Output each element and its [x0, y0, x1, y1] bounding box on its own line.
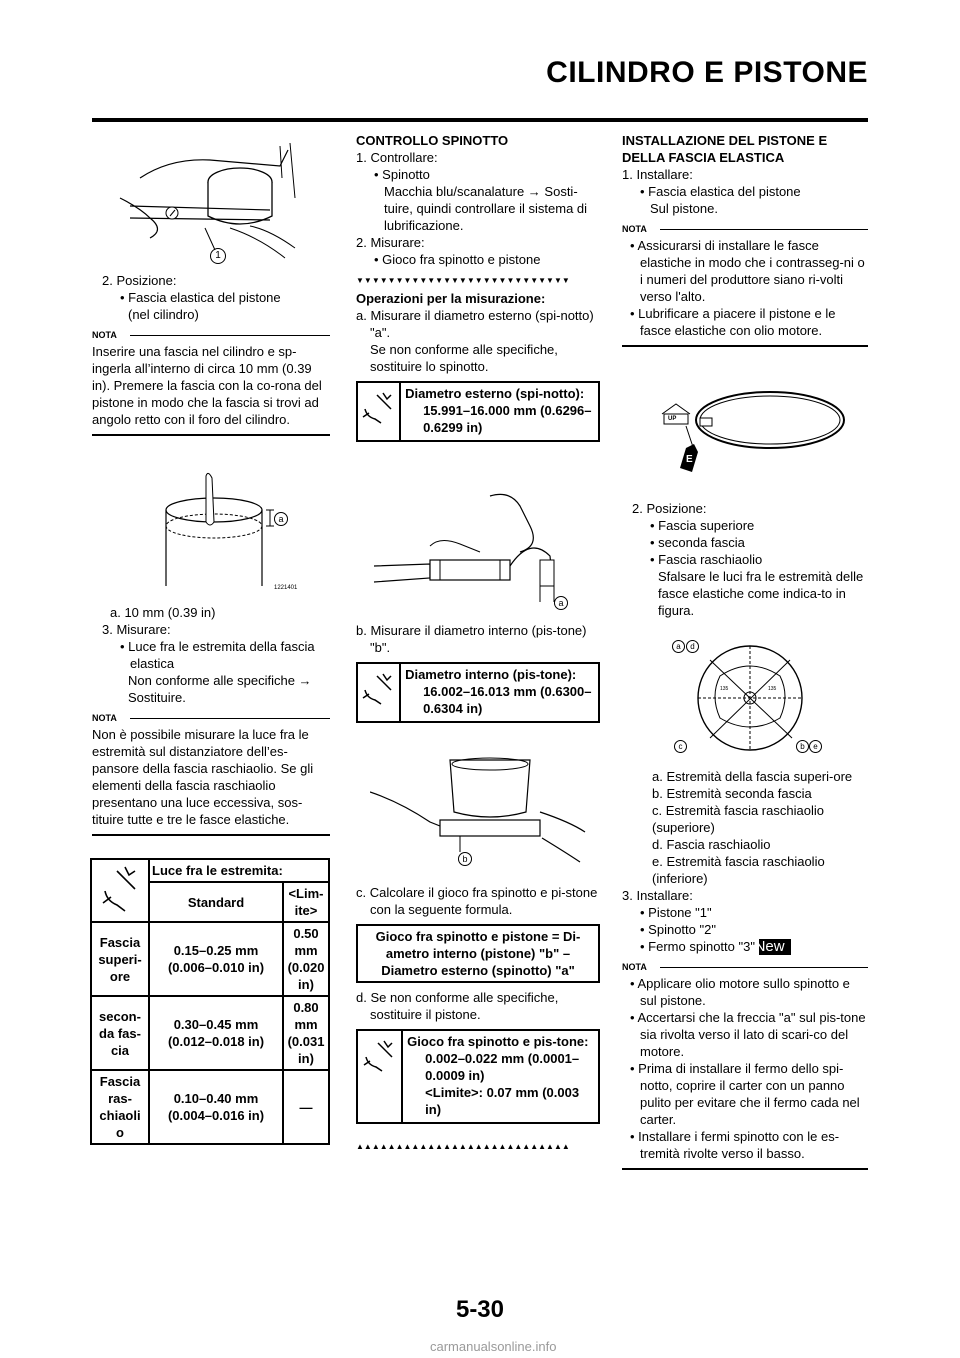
install-step-1-bullet: • Fascia elastica del pistone	[640, 184, 801, 199]
proc-step-d: d. Se non conforme alle specifiche, sostituire il pistone.	[356, 990, 559, 1022]
table-row: Fascia ras-chiaoli o 0.10–0.40 mm (0.004–0.016 in) —	[91, 1070, 329, 1144]
wrench-gauge-icon	[360, 1037, 400, 1073]
ring-gap-position-figure	[150, 468, 320, 598]
nota-4-end-rule	[622, 1168, 868, 1170]
install-step-1-sub: Sul pistone.	[650, 201, 718, 216]
nota-label: NOTA	[622, 224, 647, 234]
angle-label-left: 135	[720, 686, 729, 692]
spec-box-value: 16.002–16.013 mm (0.6300–0.6304 in)	[423, 684, 592, 716]
nota-2-header	[92, 712, 330, 726]
column-1-lower	[92, 604, 330, 836]
spec-box-limit: <Limite>: 0.07 mm (0.003 in)	[425, 1085, 580, 1117]
ring-in-cylinder-figure	[110, 138, 310, 268]
figure-callout-b: b	[458, 852, 472, 866]
footer-watermark: carmanualsonline.info	[430, 1339, 557, 1354]
page-number: 5-30	[455, 1296, 505, 1323]
install-step-2-bullet-2: • seconda fascia	[650, 535, 745, 550]
figure-callout-a: a	[554, 596, 568, 610]
step-2: 2. Posizione:	[102, 273, 177, 288]
spec-box-title: Diametro interno (pis-tone):	[405, 667, 577, 682]
procedure-heading: Operazioni per la misurazione:	[356, 291, 546, 306]
spec-icon-cell	[91, 859, 149, 922]
spec-table-title: Luce fra le estremita:	[149, 859, 329, 882]
nota-4-bullet-3: • Prima di installare il fermo dello spi-notto, coprire il carter con un panno pulito per evitare che il fermo cada nel carter.	[630, 1061, 860, 1127]
wrench-gauge-icon	[95, 861, 145, 917]
column-1	[92, 272, 330, 436]
nota-label: NOTA	[92, 330, 117, 340]
figure-callout-1: 1	[210, 248, 226, 264]
step-3-bullet-text: Luce fra le estremita della fascia elastica	[128, 639, 315, 671]
step-2-bullet: • Fascia elastica del pistone	[120, 290, 281, 305]
pin-step-1-sub: Macchia blu/scanalature → Sosti-tuire, quindi controllare il sistema di lubrificazione.	[384, 184, 588, 233]
piston-bore-gauge-figure	[370, 752, 590, 870]
wrench-gauge-icon	[359, 389, 399, 425]
install-step-3-bullet-2: • Spinotto "2"	[640, 922, 716, 937]
figure-callout-e: e	[809, 740, 822, 753]
figure-callout-b: b	[796, 740, 809, 753]
nota-2-text: Non è possibile misurare la luce fra le estremità sul distanziatore dell’es-pansore della fascia raschiaolio. Se gli elementi della fascia raschiaolio presentano una luce eccessiva, sos-tituire tutte e tre le fasce elastiche.	[92, 727, 314, 827]
install-step-2: 2. Posizione:	[632, 501, 707, 516]
procedure-end-marker: ▲▲▲▲▲▲▲▲▲▲▲▲▲▲▲▲▲▲▲▲▲▲▲▲▲▲▲	[356, 1142, 570, 1151]
column-2	[356, 132, 600, 442]
pin-step-2-bullet: • Gioco fra spinotto e pistone	[374, 252, 541, 267]
nota-4-bullet-1: • Applicare olio motore sullo spinotto e sul pistone.	[630, 976, 850, 1008]
step-3-sub1: Non conforme alle specifiche →	[128, 673, 312, 688]
spec-box-title: Gioco fra spinotto e pis-tone:	[407, 1034, 589, 1049]
nota-1-header	[92, 329, 330, 343]
nota-label: NOTA	[622, 962, 647, 972]
proc-step-a: a. Misurare il diametro esterno (spi-notto) "a".	[356, 308, 594, 340]
spec-box-clearance	[356, 1029, 600, 1124]
ring-gap-spec-table	[90, 858, 330, 1145]
pin-step-1-bullet: • Spinotto	[374, 167, 430, 182]
spec-header-limit: <Lim-ite>	[283, 882, 329, 922]
nota-4-bullet-4: • Installare i fermi spinotto con le es-tremità rivolte verso il basso.	[630, 1129, 840, 1161]
section-heading-pin-check: CONTROLLO SPINOTTO	[356, 133, 509, 148]
wrench-gauge-icon	[359, 670, 399, 706]
pin-step-2: 2. Misurare:	[356, 235, 425, 250]
section-heading-install: INSTALLAZIONE DEL PISTONE E DELLA FASCIA ELASTICA	[622, 133, 828, 165]
install-step-2-bullet-3: • Fascia raschiaolio	[650, 552, 763, 567]
ring-gap-layout-figure	[676, 636, 820, 756]
nota-4-bullet-2: • Accertarsi che la freccia "a" sul pis-tone sia rivolta verso il lato di scari-co del motore.	[630, 1010, 866, 1059]
up-mark-label: UP	[668, 416, 677, 422]
step-3: 3. Misurare:	[102, 622, 171, 637]
install-step-2-sub: Sfalsare le luci fra le estremità delle fasce elastiche come indica-to in figura.	[658, 569, 864, 618]
table-row: secon-da fas-cia 0.30–0.45 mm (0.012–0.018 in) 0.80 mm (0.031 in)	[91, 996, 329, 1070]
column-3	[622, 132, 868, 347]
column-3-mid	[622, 500, 868, 619]
install-step-2-bullet-1: • Fascia superiore	[650, 518, 755, 533]
step-2-bullet-sub: (nel cilindro)	[128, 307, 199, 322]
column-2-mid	[356, 622, 600, 723]
nota-3-bullet-2: • Lubrificare a piacere il pistone e le fasce elastiche con olio motore.	[630, 306, 836, 338]
step-3-bullet: • Luce fra le estremita della fascia elastica	[120, 639, 315, 671]
proc-step-a-sub: Se non conforme alle specifiche, sostituire lo spinotto.	[370, 342, 558, 374]
install-step-3: 3. Installare:	[622, 888, 693, 903]
spec-header-standard: Standard	[149, 882, 283, 922]
spec-box-value: 15.991–16.000 mm (0.6296–0.6299 in)	[423, 403, 592, 435]
column-2-lower	[356, 884, 600, 1152]
piston-ring-figure	[650, 386, 850, 482]
legend-c: c. Estremità fascia raschiaolio (superiore)	[652, 803, 824, 835]
install-step-1: 1. Installare:	[622, 167, 693, 182]
legend-a: a. Estremità della fascia superi-ore	[652, 769, 853, 784]
step-3-sub2: Sostituire.	[128, 690, 186, 705]
header-rule	[92, 118, 868, 122]
figure-callout-d: d	[686, 640, 699, 653]
spec-box-piston-id	[356, 662, 600, 723]
engine-oil-icon-label: E	[686, 454, 693, 465]
figure-callout-a: a	[672, 640, 685, 653]
new-part-badge: New	[759, 939, 791, 955]
nota-label: NOTA	[92, 713, 117, 723]
page-title: CILINDRO E PISTONE	[546, 56, 868, 89]
figure-callout-a: a	[274, 512, 288, 526]
proc-step-b: b. Misurare il diametro interno (pis-tone) "b".	[356, 623, 587, 655]
angle-label-right: 135	[768, 686, 777, 692]
proc-step-c: c. Calcolare il gioco fra spinotto e pi-stone con la seguente formula.	[356, 885, 598, 917]
install-step-3-bullet-3: • Fermo spinotto "3" New	[622, 938, 868, 955]
clearance-formula: Gioco fra spinotto e pistone = Di-ametro interno (pistone) "b" – Diametro esterno (spinotto) "a"	[356, 924, 600, 983]
install-step-3-bullet-1: • Pistone "1"	[640, 905, 712, 920]
spec-box-pin-od	[356, 381, 600, 442]
nota-2-end-rule	[92, 834, 330, 836]
nota-4-header	[622, 961, 868, 975]
item-a: a. 10 mm (0.39 in)	[110, 605, 216, 620]
micrometer-pin-figure	[370, 486, 590, 610]
nota-3-bullet-1: • Assicurarsi di installare le fasce elastiche in modo che i contrasseg-ni o i numeri del produttore siano ri-volti verso l'alto.	[630, 238, 865, 304]
nota-1-end-rule	[92, 434, 330, 436]
column-3-lower	[622, 768, 868, 1170]
nota-3-end-rule	[622, 345, 868, 347]
legend-d: d. Fascia raschiaolio	[652, 837, 771, 852]
figure-code: 1221401	[274, 585, 298, 591]
pin-step-1: 1. Controllare:	[356, 150, 438, 165]
step-2-bullet-text: Fascia elastica del pistone	[128, 290, 281, 305]
figure-callout-c: c	[674, 740, 687, 753]
nota-1-text: Inserire una fascia nel cilindro e sp-ingerla all’interno di circa 10 mm (0.39 in). Premere la fascia con la co-rona del pistone in modo che la fascia si trovi ad angolo retto con il foro del cilindro.	[92, 344, 322, 427]
table-row: Fascia superi-ore 0.15–0.25 mm (0.006–0.010 in) 0.50 mm (0.020 in)	[91, 922, 329, 996]
spec-box-title: Diametro esterno (spi-notto):	[405, 386, 585, 401]
legend-b: b. Estremità seconda fascia	[652, 786, 812, 801]
procedure-start-marker: ▼▼▼▼▼▼▼▼▼▼▼▼▼▼▼▼▼▼▼▼▼▼▼▼▼▼▼	[356, 276, 570, 285]
spec-box-value: 0.002–0.022 mm (0.0001–0.0009 in)	[425, 1051, 580, 1083]
nota-3-header	[622, 223, 868, 237]
legend-e: e. Estremità fascia raschiaolio (inferiore)	[652, 854, 825, 886]
